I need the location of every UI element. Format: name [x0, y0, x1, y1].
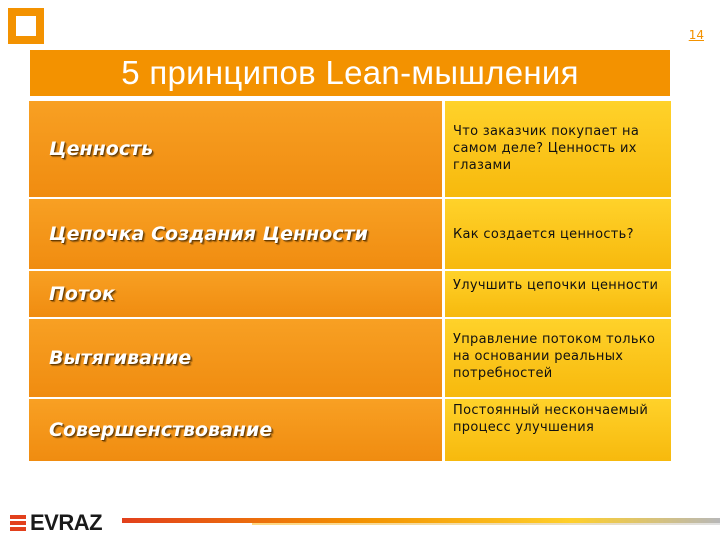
principle-name-cell [28, 198, 443, 270]
principle-description: Что заказчик покупает на самом деле? Ценность их глазами [443, 100, 672, 198]
principle-name: Поток [49, 283, 115, 305]
principle-name-cell [28, 318, 443, 398]
principle-description: Постоянный нескончаемый процесс улучшения [443, 398, 672, 462]
slide-title: 5 принципов Lean-мышления [121, 54, 579, 91]
principle-description: Улучшить цепочки ценности [443, 270, 672, 318]
principle-name: Совершенствование [49, 419, 273, 441]
principle-name: Вытягивание [49, 347, 192, 369]
principle-name: Цепочка Создания Ценности [49, 223, 368, 245]
principles-table [28, 100, 672, 462]
table-row [28, 270, 672, 318]
table-row [28, 100, 672, 198]
principle-name-cell [28, 398, 443, 462]
logo-text: EVRAZ [30, 510, 103, 535]
evraz-stripes-icon [10, 514, 26, 532]
principle-name-cell [28, 270, 443, 318]
corner-square-icon [8, 8, 44, 44]
table-row [28, 398, 672, 462]
page-number[interactable]: 14 [688, 28, 704, 42]
principle-description: Как создается ценность? [443, 198, 672, 270]
principle-name-cell [28, 100, 443, 198]
table-row [28, 318, 672, 398]
principle-description: Управление потоком только на основании реальных потребностей [443, 318, 672, 398]
table-row [28, 198, 672, 270]
title-bar [30, 50, 670, 96]
principle-name: Ценность [49, 138, 154, 160]
evraz-logo [10, 510, 102, 536]
footer-divider [122, 518, 720, 523]
